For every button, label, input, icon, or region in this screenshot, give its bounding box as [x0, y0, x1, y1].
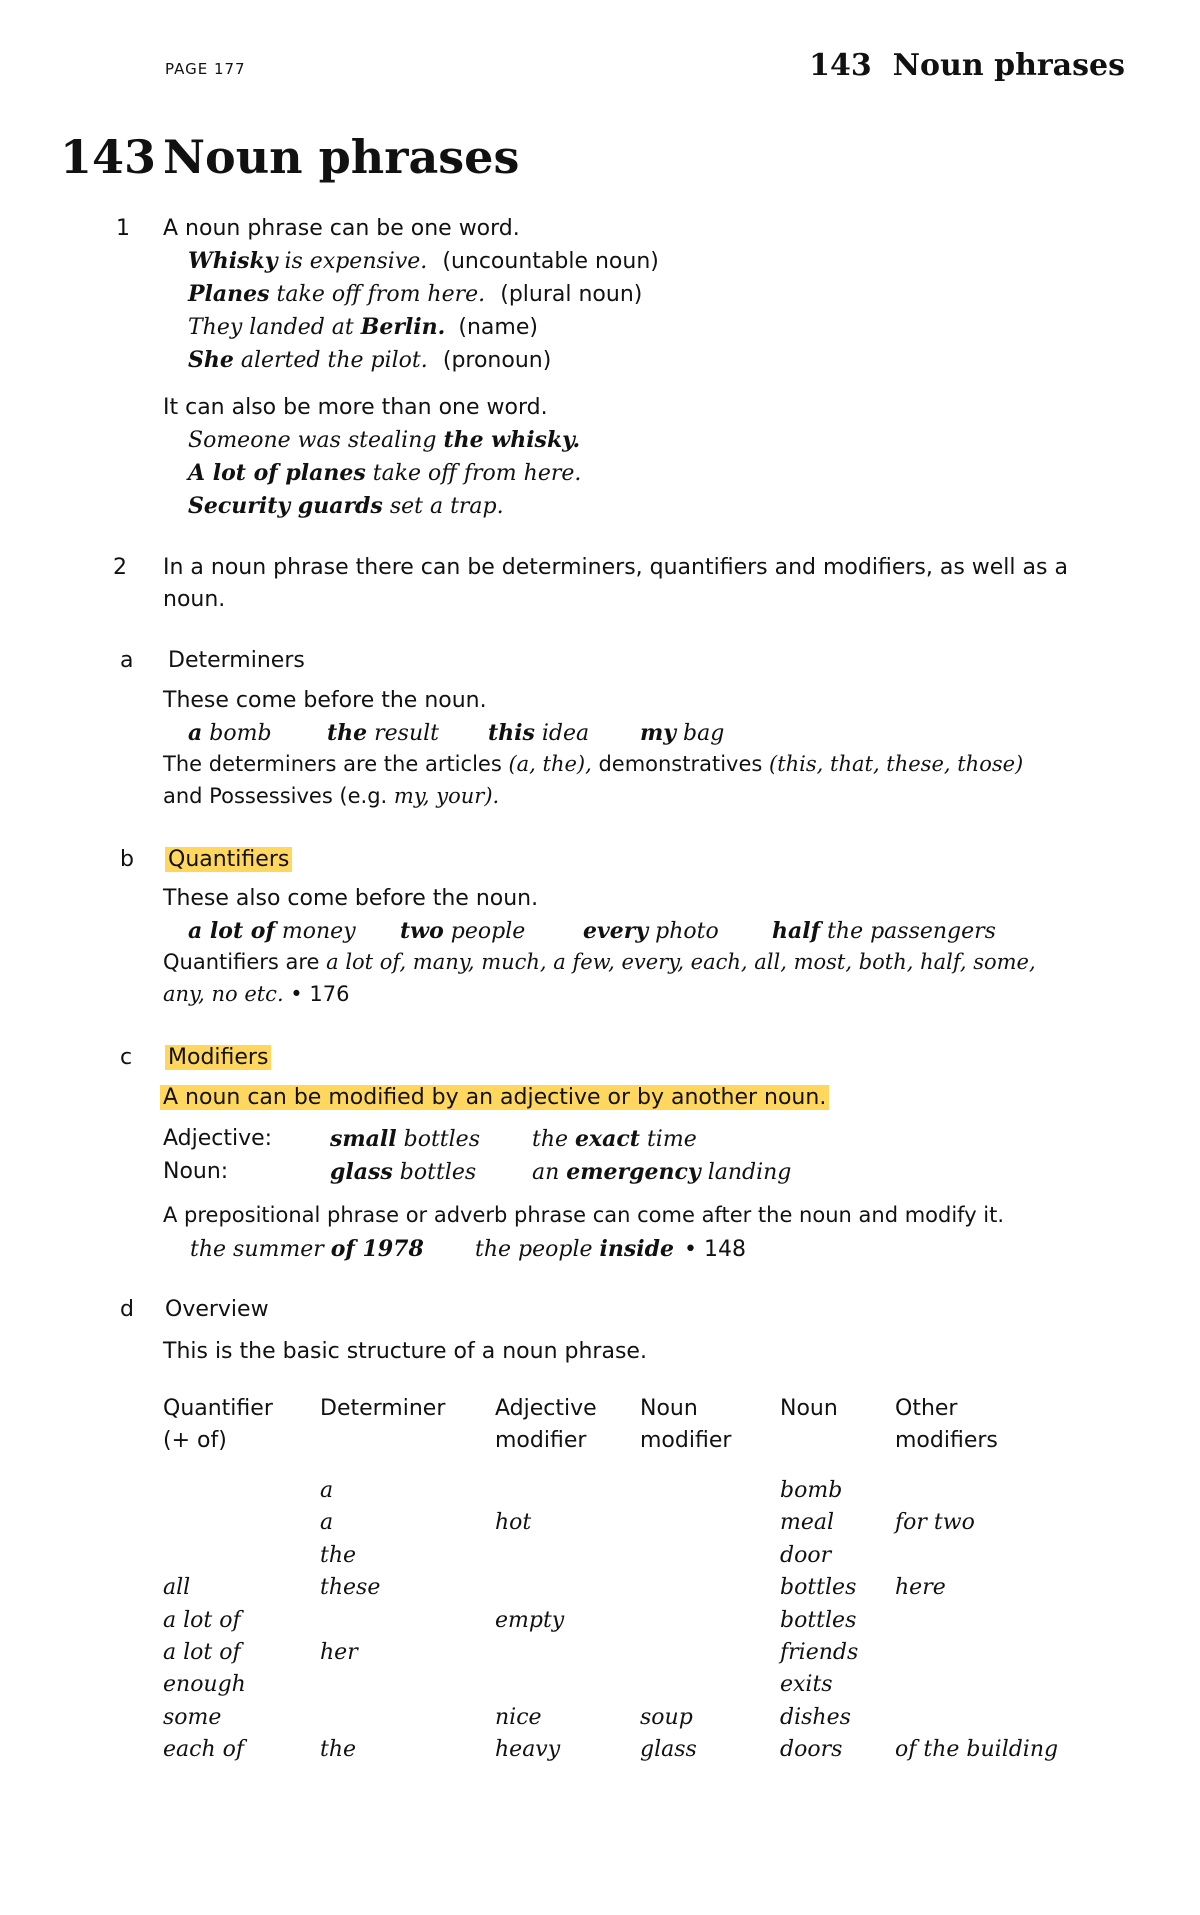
quantifiers-list-line1: Quantifiers are a lot of, many, much, a few, every, each, all, most, both, half, some,: [163, 950, 1036, 974]
table-cell: glass: [640, 1737, 697, 1762]
s2-text-line2: noun.: [163, 587, 226, 612]
table-cell: soup: [640, 1705, 693, 1730]
table-cell: friends: [780, 1640, 859, 1665]
table-cell: exits: [780, 1672, 833, 1697]
table-cell: bomb: [780, 1478, 843, 1503]
table-cell: bottles: [780, 1575, 857, 1600]
item-number-2: 2: [113, 555, 127, 580]
table-header: Determiner: [320, 1396, 446, 1421]
quantifiers-intro: These also come before the noun.: [163, 886, 539, 911]
overview-intro: This is the basic structure of a noun phrase.: [163, 1339, 647, 1364]
table-cell: some: [163, 1705, 222, 1730]
table-cell: the: [320, 1737, 357, 1762]
example-phrase: the result: [327, 720, 440, 746]
table-cell: her: [320, 1640, 358, 1665]
example-phrase: every photo: [583, 918, 719, 944]
example-phrase: half the passengers: [772, 918, 996, 944]
example-sentence: Whisky is expensive. (uncountable noun): [188, 248, 659, 274]
table-cell: meal: [780, 1510, 835, 1535]
example-sentence: They landed at Berlin. (name): [188, 314, 538, 340]
s1-more: It can also be more than one word.: [163, 395, 548, 420]
noun-label: Noun:: [163, 1159, 229, 1184]
table-header: Noun: [780, 1396, 838, 1421]
subsection-letter-d: d: [120, 1297, 134, 1322]
quantifiers-list-line2: any, no etc. • 176: [163, 982, 350, 1006]
table-cell: a: [320, 1510, 334, 1535]
table-cell: hot: [495, 1510, 532, 1535]
example-sentence: A lot of planes take off from here.: [188, 460, 582, 486]
subsection-heading-quantifiers: Quantifiers: [165, 847, 292, 872]
table-cell: empty: [495, 1608, 565, 1633]
table-cell: a lot of: [163, 1608, 241, 1633]
section-number: 143: [60, 130, 157, 184]
determiners-intro: These come before the noun.: [163, 688, 487, 713]
subsection-letter-a: a: [120, 648, 134, 673]
subsection-heading-modifiers: Modifiers: [165, 1045, 271, 1070]
page-title: Noun phrases: [163, 130, 520, 184]
table-cell: door: [780, 1543, 832, 1568]
modifiers-highlight: A noun can be modified by an adjective or by another noun.: [160, 1085, 829, 1110]
table-header: Quantifier (+ of): [163, 1396, 273, 1453]
table-cell: a: [320, 1478, 334, 1503]
table-cell: of the building: [895, 1737, 1059, 1762]
running-title: 143 Noun phrases: [809, 48, 1125, 83]
subsection-heading-overview: Overview: [165, 1297, 269, 1322]
table-header: Other modifiers: [895, 1396, 998, 1453]
table-cell: for two: [895, 1510, 975, 1535]
example-phrase: my bag: [640, 720, 725, 746]
table-cell: enough: [163, 1672, 246, 1697]
table-cell: all: [163, 1575, 191, 1600]
prepositional-note: A prepositional phrase or adverb phrase can come after the noun and modify it.: [163, 1203, 1005, 1227]
example-phrase: the summer of 1978: [190, 1236, 424, 1262]
determiners-list-line2: and Possessives (e.g. my, your).: [163, 784, 500, 808]
example-phrase: an emergency landing: [532, 1159, 792, 1185]
example-sentence: Planes take off from here. (plural noun): [188, 281, 643, 307]
table-cell: nice: [495, 1705, 542, 1730]
example-phrase: glass bottles: [330, 1159, 477, 1185]
table-header: Noun modifier: [640, 1396, 732, 1453]
example-phrase: a lot of money: [188, 918, 356, 944]
page-label: PAGE 177: [165, 60, 246, 78]
table-cell: dishes: [780, 1705, 851, 1730]
table-header: Adjective modifier: [495, 1396, 597, 1453]
s2-text-line1: In a noun phrase there can be determiners, quantifiers and modifiers, as well as a: [163, 555, 1068, 580]
example-phrase: the people inside • 148: [475, 1236, 746, 1262]
table-cell: these: [320, 1575, 381, 1600]
subsection-letter-b: b: [120, 847, 134, 872]
example-sentence: Someone was stealing the whisky.: [188, 427, 581, 453]
example-phrase: the exact time: [532, 1126, 697, 1152]
subsection-heading-determiners: Determiners: [168, 648, 305, 673]
example-phrase: this idea: [488, 720, 590, 746]
adjective-label: Adjective:: [163, 1126, 273, 1151]
table-cell: each of: [163, 1737, 245, 1762]
example-sentence: Security guards set a trap.: [188, 493, 504, 519]
table-cell: a lot of: [163, 1640, 241, 1665]
example-phrase: two people: [400, 918, 526, 944]
table-cell: here: [895, 1575, 946, 1600]
s1-intro: A noun phrase can be one word.: [163, 216, 520, 241]
table-cell: the: [320, 1543, 357, 1568]
determiners-list-line1: The determiners are the articles (a, the), demonstratives (this, that, these, those): [163, 752, 1024, 776]
item-number-1: 1: [116, 216, 130, 241]
table-cell: doors: [780, 1737, 843, 1762]
subsection-letter-c: c: [120, 1045, 133, 1070]
example-sentence: She alerted the pilot. (pronoun): [188, 347, 552, 373]
table-cell: heavy: [495, 1737, 561, 1762]
example-phrase: a bomb: [188, 720, 272, 746]
table-cell: bottles: [780, 1608, 857, 1633]
example-phrase: small bottles: [330, 1126, 480, 1152]
